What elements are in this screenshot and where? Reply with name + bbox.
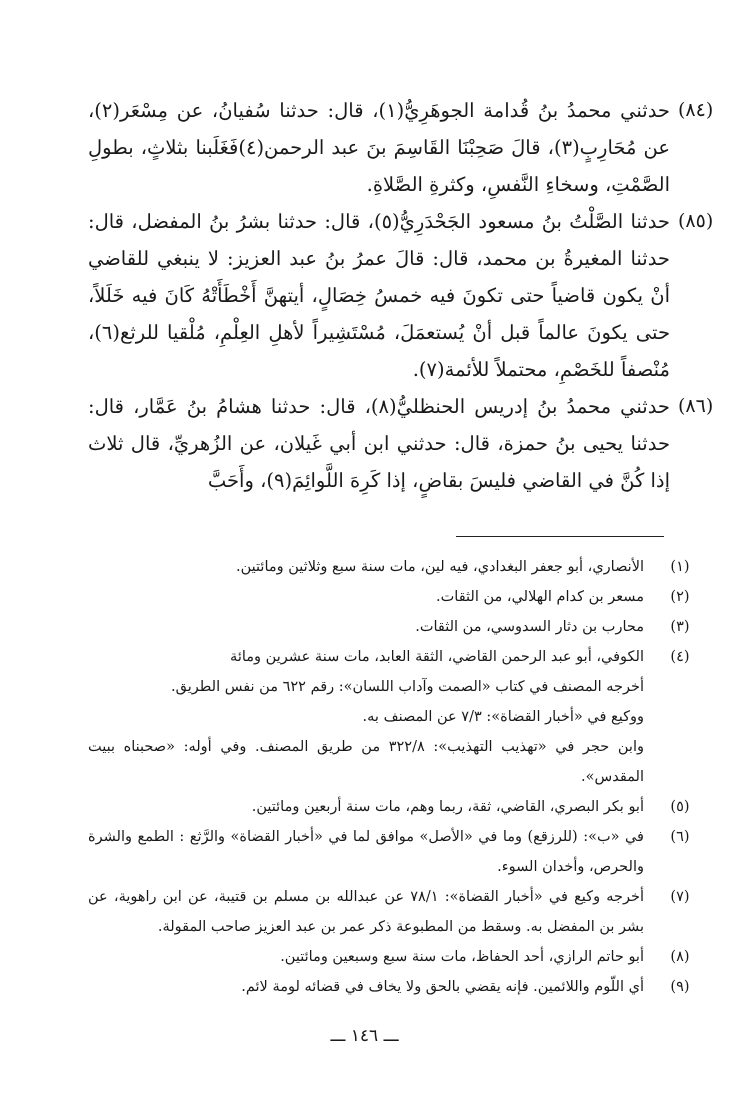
footnote-6 [88,822,690,882]
footnote-text: أبو حاتم الرازي، أحد الحفاظ، مات سنة سبع وسبعين ومائتين. [280,949,644,965]
footnote-number: (٤) [670,649,690,665]
footnote-number: (٦) [670,829,690,845]
footnote-5 [88,792,690,822]
footnote-number: (٣) [670,619,690,635]
footnote-text: الأنصاري، أبو جعفر البغدادي، فيه لين، مات سنة سبع وثلاثين ومائتين. [236,559,644,575]
footnote-2 [88,582,690,612]
footnote-text-continued: وابن حجر في «تهذيب التهذيب»: ٣٢٢/٨ من طريق المصنف. وفي أوله: «صحبناه ببيت المقدس». [88,739,644,785]
hadith-85 [88,203,714,388]
footnote-9 [88,972,690,1002]
hadith-text: حدثني محمدُ بنُ قُدامة الجوهَرِيُّ(١)، قال: حدثنا سُفيانُ، عن مِسْعَر(٢)، عن مُحَارِبٍ(٣)، قالَ صَحِبْنَا القَاسِمَ بنَ عبد الرحمن(٤)فَغَلَبنا بثلاثٍ، بطولِ الصَّمْتِ، وسخاءِ النَّفسِ، وكثرةِ الصَّلاةِ. [88,99,670,196]
footnote-4 [88,642,690,792]
footnote-text: أي اللّوم واللائمين. فإنه يقضي بالحق ولا يخاف في قضائه لومة لائم. [241,979,644,995]
hadith-84 [88,92,714,203]
footnote-separator [456,536,664,537]
footnote-text: أبو بكر البصري، القاضي، ثقة، ربما وهم، مات سنة أربعين ومائتين. [251,799,644,815]
footnote-3 [88,612,690,642]
hadith-86 [88,388,714,499]
hadith-text: حدثني محمدُ بنُ إدريس الحنظليُّ(٨)، قال: حدثنا هشامُ بنُ عَمَّار، قال: حدثنا يحيى بنُ حمزة، قال: حدثني ابن أبي غَيلان، عن الزُهريِّ، قال ثلاث إذا كُنَّ في القاضي فليسَ بقاضٍ، إذا كَرِهَ اللَّوائِمَ(٩)، وأَحَبَّ [88,395,670,492]
hadith-number: (٨٥) [678,210,714,232]
footnote-number: (٥) [670,799,690,815]
footnote-number: (٩) [670,979,690,995]
main-text [88,92,714,499]
footnote-text-continued: ووكيع في «أخبار القضاة»: ٧/٣ عن المصنف به. [362,709,644,725]
footnote-1 [88,552,690,582]
footnote-number: (٨) [670,949,690,965]
footnote-number: (١) [670,559,690,575]
footnote-text: أخرجه وكيع في «أخبار القضاة»: ٧٨/١ عن عبدالله بن مسلم بن قتيبة، عن ابن راهوية، عن بشر بن المفضل به. وسقط من المطبوعة ذكر عمر بن عبد العزيز صاحب المقولة. [88,889,645,935]
footnote-text: في «ب»: (للرزقع) وما في «الأصل» موافق لما في «أخبار القضاة» والرَّثع : الطمع والشرة والحرص، وأخدان السوء. [88,829,644,875]
footnotes [88,552,690,1002]
hadith-number: (٨٤) [678,99,714,121]
footnote-text-continued: أخرجه المصنف في كتاب «الصمت وآداب اللسان»: رقم ٦٢٢ من نفس الطريق. [171,679,644,695]
page-number: ـــ ١٤٦ ـــ [330,1026,399,1046]
footnote-7 [88,882,690,942]
hadith-text: حدثنا الصَّلْتُ بنُ مسعود الجَحْدَرِيُّ(٥)، قال: حدثنا بشرُ بنُ المفضل، قال: حدثنا المغيرةُ بن محمد، قال: قالَ عمرُ بنُ عبد العزيز: لا ينبغي للقاضي أنْ يكون قاضياً حتى تكونَ فيه خمسُ خِصَالٍ، أيتهنَّ أَخْطَأَتْهُ كَانَ فيه خَلَلاً، حتى يكونَ عالماً قبل أنْ يُستعمَلَ، مُسْتَشِيراً لأهلِ العِلْمِ، مُلْقيا للرثع(٦)، مُنْصفاً للخَصْمِ، محتملاً للأئمة(٧). [88,210,670,381]
hadith-number: (٨٦) [678,395,714,417]
footnote-text: مسعر بن كدام الهلالي، من الثقات. [436,589,644,605]
footnote-text: الكوفي، أبو عبد الرحمن القاضي، الثقة العابد، مات سنة عشرين ومائة [230,649,644,665]
footnote-number: (٧) [670,889,690,905]
footnote-8 [88,942,690,972]
footnote-number: (٢) [670,589,690,605]
footnote-text: محارب بن دثار السدوسي، من الثقات. [415,619,644,635]
